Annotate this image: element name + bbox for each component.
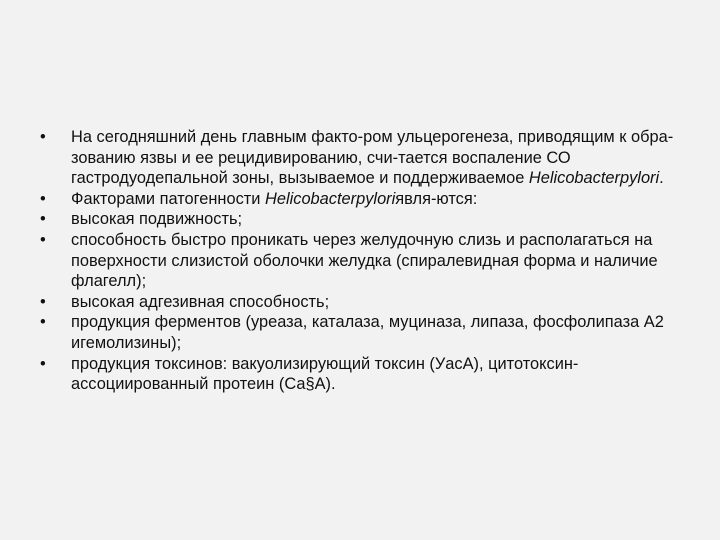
species-name: Helicobacterpylori (528, 169, 660, 188)
text-run: явля-ются: (395, 189, 478, 208)
species-name: Helicobacterpylori (265, 189, 396, 208)
bullet-text (71, 313, 664, 352)
bullet-icon: • (40, 210, 46, 229)
bullet-item (40, 312, 690, 353)
bullet-text (71, 190, 477, 208)
bullet-icon: • (40, 128, 46, 146)
bullet-text (71, 210, 242, 228)
bullet-icon: • (40, 189, 46, 208)
bullet-icon: • (40, 230, 46, 249)
bullet-text (71, 355, 578, 394)
text-run: высокая подвижность; (71, 210, 243, 229)
bullet-icon: • (40, 292, 46, 311)
bullet-item (40, 189, 690, 210)
text-run: . (659, 169, 664, 188)
text-run: продукция ферментов (уреаза, каталаза, муциназа, липаза, фосфолипаза А2 игемолизины); (71, 313, 664, 352)
text-run: На сегодняшний день главным факто-ром ульцерогенеза, приводящим к обра-зованию язвы и ее рецидивированию, счи-тается воспаление СО гастродуодепальной зоны, вызываемое и поддерживаемое (71, 128, 674, 188)
bullet-text (71, 293, 329, 311)
bullet-icon: • (40, 354, 46, 373)
text-run: Факторами патогенности (71, 189, 266, 208)
bullet-item (40, 230, 690, 292)
text-run: продукция токсинов: вакуолизирующий токсин (УасА), цитотоксин-ассоциированный протеин (Са§А). (71, 354, 579, 394)
bullet-icon: • (40, 313, 46, 332)
bullet-item (40, 354, 690, 395)
bullet-item (40, 209, 690, 230)
bullet-text (71, 128, 673, 187)
bullet-item (40, 127, 690, 189)
bullet-text (71, 231, 658, 290)
bullet-item (40, 292, 690, 313)
text-run: высокая адгезивная способность; (71, 292, 330, 311)
text-run: способность быстро проникать через желудочную слизь и располагаться на поверхности слизистой оболочки желудка (спиралевидная форма и наличие флагелл); (71, 230, 658, 291)
bullet-list (40, 127, 690, 395)
